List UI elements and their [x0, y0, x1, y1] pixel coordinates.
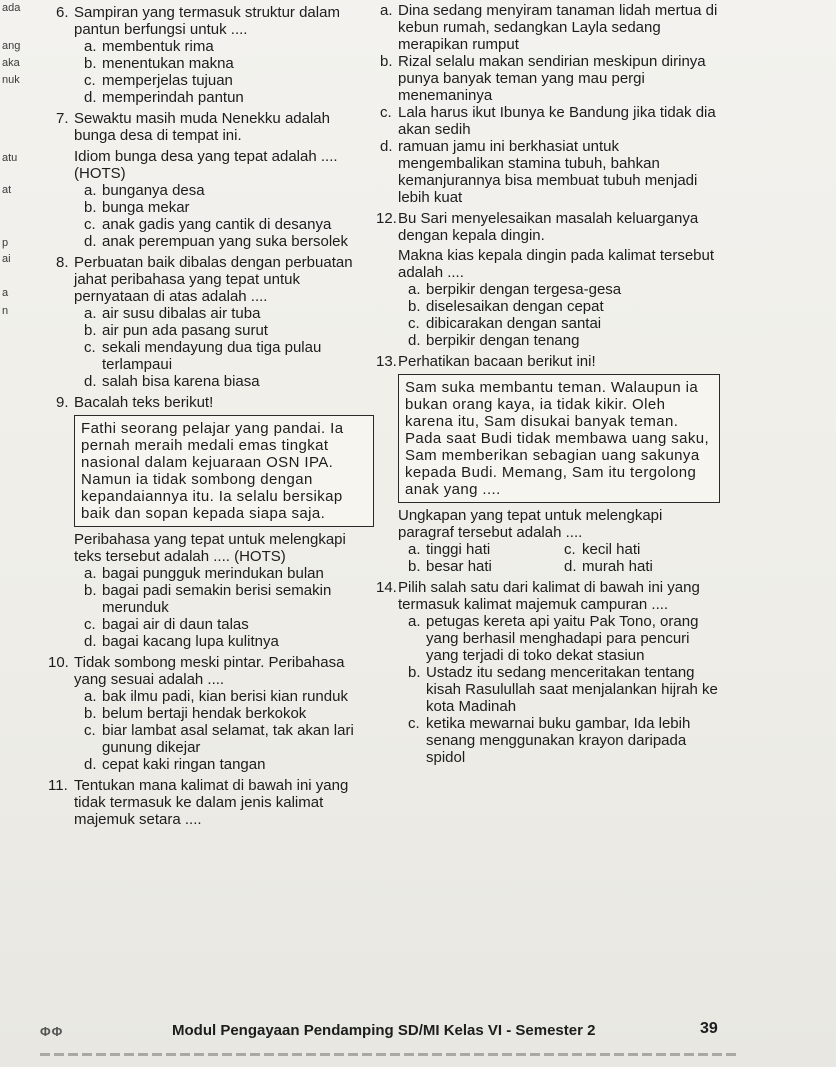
question-stem: Bacalah teks berikut! — [74, 394, 214, 411]
option — [84, 373, 374, 390]
option — [84, 705, 374, 722]
option — [84, 582, 374, 616]
option-label: c. — [84, 72, 96, 89]
options-list — [84, 565, 374, 650]
option — [84, 72, 374, 89]
option-label: a. — [380, 2, 393, 19]
question-stem: Sampiran yang termasuk struktur dalam pantun berfungsi untuk .... — [74, 4, 340, 38]
option-text: memperindah pantun — [102, 89, 244, 106]
option-text: kecil hati — [582, 541, 641, 558]
question-stem: Tidak sombong meski pintar. Peribahasa yang sesuai adalah .... — [74, 654, 345, 688]
edge-fragment: ada — [2, 2, 21, 14]
question-stem: Sewaktu masih muda Nenekku adalah bunga desa di tempat ini. — [74, 110, 330, 144]
options-grid — [408, 541, 720, 575]
option-label: b. — [84, 705, 97, 722]
question-stem: Perbuatan baik dibalas dengan perbuatan jahat peribahasa yang tepat untuk pernyataan di atas adalah .... — [74, 254, 353, 305]
question-number: 12. — [376, 210, 397, 227]
option-text: murah hati — [582, 558, 653, 575]
question-number: 8. — [56, 254, 69, 271]
option-label: a. — [408, 541, 421, 558]
reading-text-box: Fathi seorang pelajar yang pandai. Ia pernah meraih medali emas tingkat nasional dalam kejuaraan OSN IPA. Namun ia tidak sombong dengan kepandaiannya itu. Ia selalu bersikap baik dan sopan kepada siapa saja. — [74, 415, 374, 527]
option — [408, 281, 720, 298]
question-number: 9. — [56, 394, 69, 411]
option-label: d. — [84, 89, 97, 106]
option-text: bak ilmu padi, kian berisi kian runduk — [102, 688, 348, 705]
option-label: d. — [84, 633, 97, 650]
option-text: memperjelas tujuan — [102, 72, 233, 89]
option-text: tinggi hati — [426, 541, 491, 558]
option — [380, 138, 720, 206]
option-text: ramuan jamu ini berkhasiat untuk mengembalikan stamina tubuh, bahkan kemanjurannya bisa membuat tubuh menjadi lebih kuat — [398, 138, 698, 206]
option — [84, 55, 374, 72]
footer-divider — [40, 1053, 740, 1056]
option-label: c. — [380, 104, 392, 121]
option — [84, 305, 374, 322]
question-6 — [56, 4, 374, 106]
edge-fragment: atu — [2, 152, 18, 164]
option-label: b. — [84, 322, 97, 339]
option-label: d. — [564, 558, 577, 575]
question-stem: Bu Sari menyelesaikan masalah keluarganya dengan kepala dingin. — [398, 210, 699, 244]
option — [84, 322, 374, 339]
option-label: d. — [84, 756, 97, 773]
question-prompt: Peribahasa yang tepat untuk melengkapi teks tersebut adalah .... (HOTS) — [74, 531, 346, 565]
option-text: bagai padi semakin berisi semakin merunduk — [102, 582, 332, 616]
option-label: d. — [84, 373, 97, 390]
option-text: Rizal selalu makan sendirian meskipun dirinya punya banyak teman yang mau pergi menemaninya — [398, 53, 706, 104]
option — [408, 315, 720, 332]
option-text: petugas kereta api yaitu Pak Tono, orang yang berhasil menghadapi para pencuri yang terjadi di toko dekat stasiun — [426, 613, 699, 664]
option-text: sekali mendayung dua tiga pulau terlampaui — [102, 339, 322, 373]
option-text: menentukan makna — [102, 55, 234, 72]
edge-fragment: a — [2, 287, 9, 299]
option — [84, 233, 374, 250]
option-label: a. — [84, 305, 97, 322]
option-text: salah bisa karena biasa — [102, 373, 260, 390]
page-footer — [0, 1020, 836, 1067]
edge-fragment: at — [2, 184, 12, 196]
option — [408, 613, 720, 664]
option-text: diselesaikan dengan cepat — [426, 298, 604, 315]
option-label: a. — [84, 565, 97, 582]
option-text: bunganya desa — [102, 182, 205, 199]
question-8 — [56, 254, 374, 390]
option — [84, 182, 374, 199]
edge-fragment: ai — [2, 253, 11, 265]
publisher-logo: ΦΦ — [40, 1024, 64, 1039]
option-text: Ustadz itu sedang menceritakan tentang kisah Rasulullah saat menjalankan hijrah ke kota Madinah — [426, 664, 718, 715]
option — [84, 38, 374, 55]
option — [408, 715, 720, 766]
option-label: b. — [84, 55, 97, 72]
option-label: a. — [84, 182, 97, 199]
question-13 — [376, 353, 720, 575]
option-label: b. — [380, 53, 393, 70]
option-text: ketika mewarnai buku gambar, Ida lebih senang menggunakan krayon daripada spidol — [426, 715, 691, 766]
option-text: anak perempuan yang suka bersolek — [102, 233, 348, 250]
option-label: b. — [84, 582, 97, 599]
option-text: belum bertaji hendak berkokok — [102, 705, 307, 722]
edge-fragment: nuk — [2, 74, 20, 86]
question-11 — [48, 777, 374, 828]
option — [84, 756, 374, 773]
options-list — [84, 38, 374, 106]
option — [84, 722, 374, 756]
option-label: a. — [84, 688, 97, 705]
option-label: c. — [564, 541, 576, 558]
option-label: a. — [408, 281, 421, 298]
option — [380, 53, 720, 104]
option-label: c. — [408, 715, 420, 732]
option-text: bagai air di daun talas — [102, 616, 249, 633]
option — [408, 541, 564, 558]
option-text: membentuk rima — [102, 38, 214, 55]
option-label: b. — [408, 558, 421, 575]
options-list — [84, 305, 374, 390]
option — [84, 89, 374, 106]
question-number: 6. — [56, 4, 69, 21]
option-label: c. — [84, 722, 96, 739]
option-text: air susu dibalas air tuba — [102, 305, 261, 322]
option-label: c. — [84, 339, 96, 356]
question-number: 7. — [56, 110, 69, 127]
option — [564, 558, 720, 575]
option-text: biar lambat asal selamat, tak akan lari gunung dikejar — [102, 722, 354, 756]
option-text: bagai pungguk merindukan bulan — [102, 565, 324, 582]
question-stem: Pilih salah satu dari kalimat di bawah ini yang termasuk kalimat majemuk campuran .... — [398, 579, 700, 613]
option-text: Lala harus ikut Ibunya ke Bandung jika tidak dia akan sedih — [398, 104, 716, 138]
edge-fragment: p — [2, 237, 9, 249]
question-stem: Perhatikan bacaan berikut ini! — [398, 353, 596, 370]
option-label: b. — [408, 298, 421, 315]
question-prompt: Ungkapan yang tepat untuk melengkapi paragraf tersebut adalah .... — [398, 507, 663, 541]
option-label: a. — [84, 38, 97, 55]
question-12 — [376, 210, 720, 349]
question-number: 13. — [376, 353, 397, 370]
option-text: air pun ada pasang surut — [102, 322, 268, 339]
option-text: bunga mekar — [102, 199, 190, 216]
option-text: cepat kaki ringan tangan — [102, 756, 266, 773]
option-label: d. — [380, 138, 393, 155]
option — [84, 216, 374, 233]
question-7 — [56, 110, 374, 250]
page-number: 39 — [700, 1020, 718, 1037]
option — [84, 616, 374, 633]
right-column — [376, 2, 720, 766]
question-10 — [48, 654, 374, 773]
question-number: 10. — [48, 654, 69, 671]
option-text: anak gadis yang cantik di desanya — [102, 216, 332, 233]
question-stem: Tentukan mana kalimat di bawah ini yang tidak termasuk ke dalam jenis kalimat majemuk setara .... — [74, 777, 349, 828]
option-label: a. — [408, 613, 421, 630]
option — [84, 339, 374, 373]
options-list — [408, 613, 720, 766]
option-label: c. — [84, 616, 96, 633]
option — [380, 2, 720, 53]
option-label: b. — [408, 664, 421, 681]
option — [564, 541, 720, 558]
options-list — [84, 688, 374, 773]
left-column — [48, 4, 374, 828]
question-9 — [56, 394, 374, 650]
question-stem-continued: Makna kias kepala dingin pada kalimat tersebut adalah .... — [398, 247, 715, 281]
question-stem-continued: Idiom bunga desa yang tepat adalah .... (HOTS) — [74, 148, 338, 182]
option — [408, 664, 720, 715]
option-text: Dina sedang menyiram tanaman lidah mertua di kebun rumah, sedangkan Layla sedang merapikan rumput — [398, 2, 718, 53]
option — [380, 104, 720, 138]
option-text: bagai kacang lupa kulitnya — [102, 633, 279, 650]
option — [84, 565, 374, 582]
edge-fragment: aka — [2, 57, 20, 69]
option — [84, 633, 374, 650]
option — [84, 199, 374, 216]
edge-fragment: ang — [2, 40, 21, 52]
question-number: 14. — [376, 579, 397, 596]
question-number: 11. — [48, 777, 68, 794]
option-label: d. — [408, 332, 421, 349]
edge-fragment: n — [2, 305, 9, 317]
option — [408, 558, 564, 575]
options-list — [408, 281, 720, 349]
options-list — [84, 182, 374, 250]
question-11-options — [380, 2, 720, 206]
option — [408, 298, 720, 315]
option-text: besar hati — [426, 558, 492, 575]
option-text: berpikir dengan tergesa-gesa — [426, 281, 622, 298]
reading-text-box: Sam suka membantu teman. Walaupun ia bukan orang kaya, ia tidak kikir. Oleh karena itu, Sam disukai banyak teman. Pada saat Budi tidak membawa uang saku, Sam memberikan sebagian uang sakunya kepada Budi. Memang, Sam itu tergolong anak yang .... — [398, 374, 720, 503]
option — [84, 688, 374, 705]
option-label: c. — [408, 315, 420, 332]
option — [408, 332, 720, 349]
option-label: c. — [84, 216, 96, 233]
option-label: b. — [84, 199, 97, 216]
option-text: dibicarakan dengan santai — [426, 315, 602, 332]
option-text: berpikir dengan tenang — [426, 332, 580, 349]
module-title: Modul Pengayaan Pendamping SD/MI Kelas VI - Semester 2 — [172, 1022, 596, 1039]
question-14 — [376, 579, 720, 766]
option-label: d. — [84, 233, 97, 250]
